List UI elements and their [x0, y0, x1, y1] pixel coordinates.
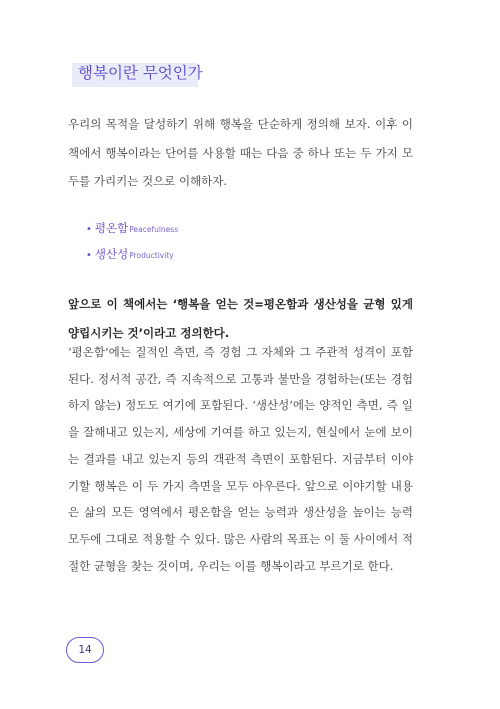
bullet-dot-icon: • [86, 224, 92, 235]
bullet-term: 생산성 [94, 247, 129, 261]
bullet-term-english: Productivity [129, 251, 174, 260]
section-heading: 행복이란 무엇인가 [78, 64, 203, 82]
page-number-badge: 14 [66, 637, 104, 663]
body-paragraph: ‘평온함’에는 질적인 측면, 즉 경험 그 자체와 그 주관적 성격이 포함된다. 정서적 공간, 즉 지속적으로 고통과 불만을 경험하는(또는 경험하지 않는) 정도도 여기에 포함된다. ‘생산성’에는 양적인 측면, 즉 일을 잘해내고 있는지, 세상에 기여를 하고 있는지, 현실에서 눈에 보이는 결과를 내고 있는지 등의 객관적 측면이 포함된다. 지금부터 이야기할 행복은 이 두 가지 측면을 모두 아우른다. 앞으로 이야기할 내용은 삶의 모든 영역에서 평온함을 얻는 능력과 생산성을 높이는 능력 모두에 그대로 적용할 수 있다. 많은 사람의 목표는 이 둘 사이에서 적절한 균형을 찾는 것이며, 우리는 이를 행복이라고 부르기로 한다. [68, 345, 413, 573]
intro-paragraph: 우리의 목적을 달성하기 위해 행복을 단순하게 정의해 보자. 이후 이 책에서 행복이라는 단어를 사용할 때는 다음 중 하나 또는 두 가지 모두를 가리키는 것으로 이해하자. [68, 117, 413, 188]
bullet-item-peacefulness [86, 214, 178, 240]
bullet-item-productivity [86, 240, 178, 266]
bullet-list [86, 214, 178, 266]
section-heading-block [72, 58, 203, 88]
bullet-dot-icon: • [86, 250, 92, 261]
definition-paragraph: 앞으로 이 책에서는 ‘행복을 얻는 것=평온함과 생산성을 균형 있게 양립시키는 것’이라고 정의한다. [68, 297, 413, 340]
bullet-term-english: Peacefulness [129, 225, 179, 234]
bullet-term: 평온함 [94, 221, 129, 235]
